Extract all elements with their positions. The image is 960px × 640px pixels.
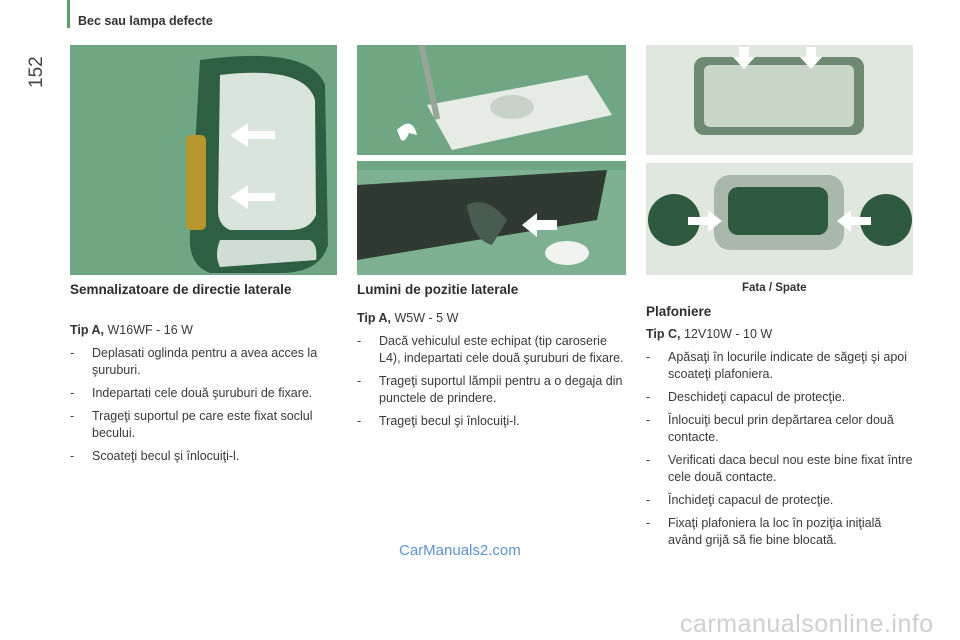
list-dash: -: [357, 334, 362, 348]
list-item: [646, 492, 914, 509]
chapter-accent-bar: [67, 0, 70, 28]
chapter-title: Bec sau lampa defecte: [78, 14, 213, 28]
list-item: [70, 448, 342, 465]
step-text: Indepartati cele două şuruburi de fixare.: [92, 386, 313, 400]
step-text: Trageţi suportul pe care este fixat soclul becului.: [92, 409, 313, 440]
section-body-dome-lights: [646, 326, 914, 555]
list-dash: -: [646, 453, 651, 467]
section-title-position-lights: Lumini de pozitie laterale: [357, 282, 519, 297]
page-number-text: 152: [26, 56, 47, 88]
step-text: Fixaţi plafoniera la loc în poziţia iniţială având grijă să fie bine blocată.: [668, 516, 882, 547]
step-text: Dacă vehiculul este echipat (tip caroserie L4), indepartati cele două şuruburi de fixare.: [379, 334, 624, 365]
list-item: [70, 385, 342, 402]
section-body-position-lights: [357, 310, 629, 436]
list-dash: -: [357, 374, 362, 388]
list-dash: -: [646, 413, 651, 427]
bulb-type-value: W16WF - 16 W: [104, 323, 193, 337]
list-item: [70, 345, 342, 379]
list-dash: -: [70, 346, 75, 360]
list-item: [646, 412, 914, 446]
bulb-type-label: Tip A,: [357, 311, 392, 325]
bulb-type-line: [70, 322, 342, 339]
step-text: Scoateţi becul şi înlocuiţi-l.: [92, 449, 240, 463]
step-list: [357, 333, 629, 430]
bulb-type-label: Tip C,: [646, 327, 681, 341]
page-number: [26, 0, 48, 88]
watermark-link[interactable]: CarManuals2.com: [399, 542, 521, 559]
list-item: [357, 333, 629, 367]
section-title-dome-lights: Plafoniere: [646, 304, 712, 319]
list-dash: -: [70, 449, 75, 463]
bulb-type-label: Tip A,: [70, 323, 105, 337]
list-dash: -: [646, 390, 651, 404]
step-text: Deschideţi capacul de protecţie.: [668, 390, 846, 404]
side-lamp-illustration: [357, 45, 626, 275]
dome-light-illustration: [646, 45, 913, 275]
list-item: [70, 408, 342, 442]
section-title-turn-signals: Semnalizatoare de directie laterale: [70, 282, 292, 297]
list-item: [646, 452, 914, 486]
list-dash: -: [646, 350, 651, 364]
mirror-illustration: [70, 45, 337, 275]
step-list: [646, 349, 914, 549]
list-item: [646, 389, 914, 406]
side-lamp-figure: [357, 45, 626, 275]
step-list: [70, 345, 342, 465]
list-dash: -: [646, 493, 651, 507]
bulb-type-line: [646, 326, 914, 343]
mirror-turn-signal-figure: [70, 45, 337, 275]
step-text: Deplasati oglinda pentru a avea acces la şuruburi.: [92, 346, 318, 377]
list-item: [357, 413, 629, 430]
watermark-footer: carmanualsonline.info: [680, 610, 934, 638]
list-dash: -: [646, 516, 651, 530]
bulb-type-value: 12V10W - 10 W: [680, 327, 773, 341]
step-text: Apăsaţi în locurile indicate de săgeţi şi apoi scoateţi plafoniera.: [668, 350, 908, 381]
list-dash: -: [70, 386, 75, 400]
list-item: [646, 515, 914, 549]
bulb-type-line: [357, 310, 629, 327]
step-text: Închideţi capacul de protecţie.: [668, 493, 834, 507]
step-text: Trageţi becul şi înlocuiţi-l.: [379, 414, 520, 428]
bulb-type-value: W5W - 5 W: [391, 311, 459, 325]
list-item: [357, 373, 629, 407]
step-text: Verificati daca becul nou este bine fixat între cele două contacte.: [668, 453, 913, 484]
list-item: [646, 349, 914, 383]
step-text: Înlocuiţi becul prin depărtarea celor două contacte.: [668, 413, 894, 444]
list-dash: -: [357, 414, 362, 428]
step-text: Trageţi suportul lămpii pentru a o degaja din punctele de prindere.: [379, 374, 623, 405]
dome-light-figure: [646, 45, 913, 275]
dome-light-caption: Fata / Spate: [742, 282, 807, 294]
section-body-turn-signals: [70, 322, 342, 471]
list-dash: -: [70, 409, 75, 423]
